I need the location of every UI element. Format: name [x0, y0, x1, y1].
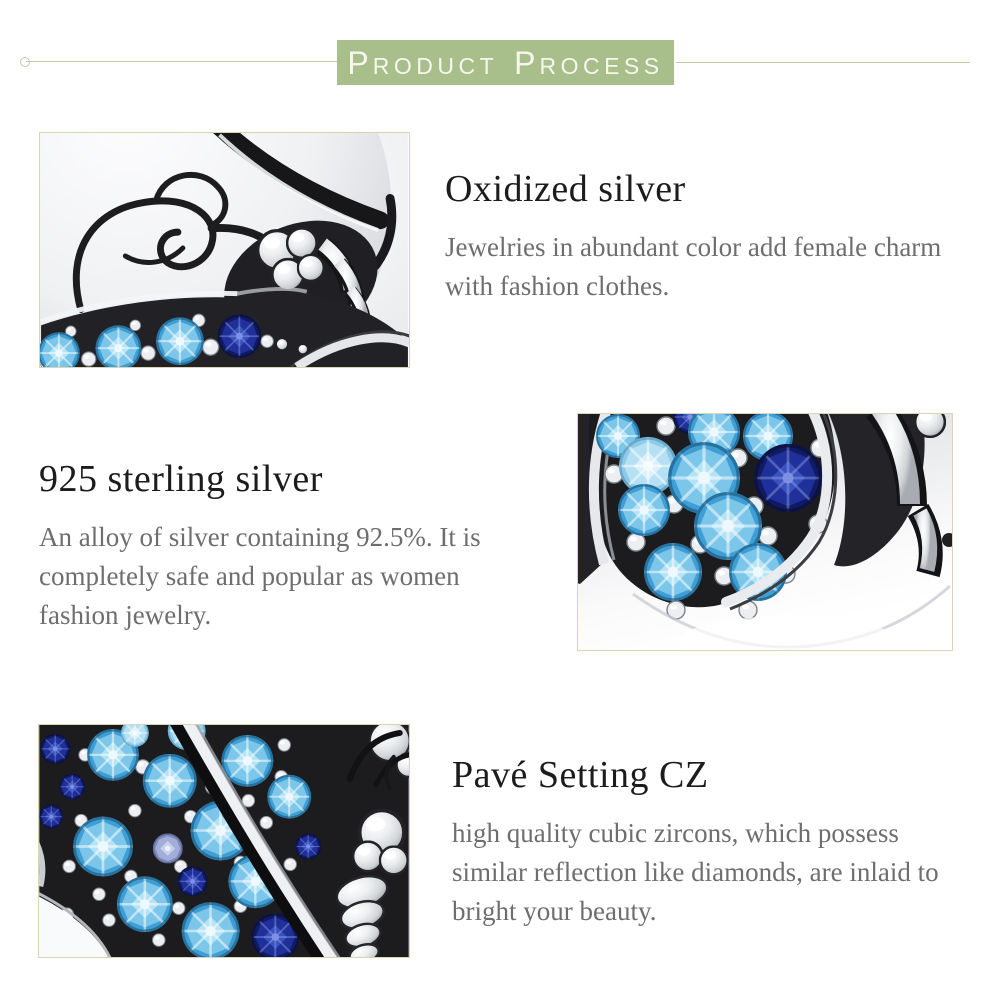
- product-process-banner: [337, 40, 674, 85]
- header-line-right: [676, 62, 970, 63]
- product-photo-sterling-silver: [577, 413, 953, 651]
- feature-heading: 925 sterling silver: [39, 458, 323, 500]
- pave-corner-image: [578, 414, 952, 650]
- header-line-left: [26, 61, 337, 62]
- banner-word: [514, 44, 664, 81]
- banner-title-lead2: P: [514, 44, 540, 81]
- feature-pave-setting: [452, 752, 979, 931]
- feature-heading: Oxidized silver: [445, 168, 686, 210]
- product-photo-oxidized-silver: [39, 132, 410, 368]
- oxidized-silver-charm-image: [40, 133, 409, 367]
- banner-word: [347, 44, 499, 81]
- feature-description: high quality cubic zircons, which possess similar reflection like diamonds, are inlaid to bright your beauty.: [452, 817, 939, 926]
- pave-wing-image: [39, 725, 409, 957]
- header-line-dot: [20, 57, 30, 67]
- feature-description: An alloy of silver containing 92.5%. It is completely safe and popular as women fashion jewelry.: [39, 521, 481, 630]
- feature-oxidized-silver: [445, 166, 945, 306]
- banner-title-lead1: P: [347, 44, 373, 81]
- banner-title-rest1: RODUCT: [372, 52, 499, 79]
- feature-description: Jewelries in abundant color add female charm with fashion clothes.: [445, 231, 942, 301]
- banner-title-rest2: ROCESS: [539, 52, 664, 79]
- feature-sterling-silver: [39, 456, 517, 635]
- product-photo-pave-setting: [38, 724, 410, 958]
- feature-heading: Pavé Setting CZ: [452, 754, 709, 796]
